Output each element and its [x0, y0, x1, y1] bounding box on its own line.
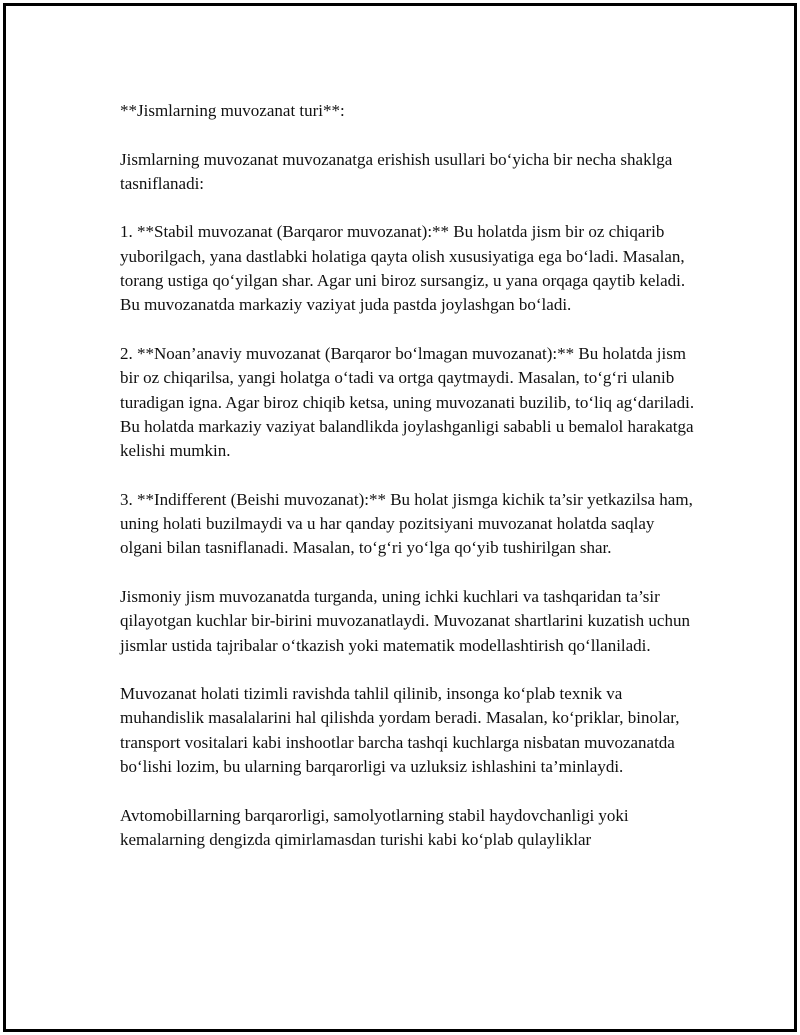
paragraph-analysis: Muvozanat holati tizimli ravishda tahlil qilinib, insonga ko‘plab texnik va muhandislik masalalarini hal qilishda yordam beradi. Masalan, ko‘priklar, binolar, transport vositalari kabi inshootlar barcha tashqi kuchlarga nisbatan muvozanatda bo‘lishi lozim, bu ularning barqarorligi va uzluksiz ishlashini ta’minlaydi. — [120, 684, 680, 777]
paragraph-indifferent: 3. **Indifferent (Beishi muvozanat):** Bu holat jismga kichik ta’sir yetkazilsa ham, uning holati buzilmaydi va u har qanday pozitsiyani muvozanat holatda saqlay olgani bilan tasniflanadi. Masalan, to‘g‘ri yo‘lga qo‘yib tushirilgan shar. — [120, 489, 693, 558]
paragraph-unstable: 2. **Noan’anaviy muvozanat (Barqaror bo‘lmagan muvozanat):** Bu holatda jism bir oz chiqarilsa, yangi holatga o‘tadi va ortga qaytmaydi. Masalan, to‘g‘ri ulanib turadigan igna. Agar biroz chiqib ketsa, uning muvozanati buzilib, to‘liq ag‘dariladi. Bu holatda markaziy vaziyat balandlikda joylashganligi sababli u bemalol harakatga kelishi mumkin. — [120, 343, 695, 461]
paragraph-stable: 1. **Stabil muvozanat (Barqaror muvozanat):** Bu holatda jism bir oz chiqarib yuborilgach, yana dastlabki holatiga qayta olish xususiyatiga ega bo‘ladi. Masalan, torang ustiga qo‘yilgan shar. Agar uni biroz sursangiz, u yana orqaga qaytib keladi. Bu muvozanatda markaziy vaziyat juda pastda joylashgan bo‘ladi. — [120, 222, 686, 315]
document-body — [120, 99, 700, 877]
document-heading: **Jismlarning muvozanat turi**: — [120, 101, 345, 120]
paragraph-intro: Jismlarning muvozanat muvozanatga erishish usullari bo‘yicha bir necha shaklga tasniflanadi: — [120, 149, 673, 193]
paragraph-vehicles: Avtomobillarning barqarorligi, samolyotlarning stabil haydovchanligi yoki kemalarning dengizda qimirlamasdan turishi kabi ko‘plab qulayliklar — [120, 805, 629, 849]
paragraph-forces: Jismoniy jism muvozanatda turganda, uning ichki kuchlari va tashqaridan ta’sir qilayotgan kuchlar bir-birini muvozanatlaydi. Muvozanat shartlarini kuzatish uchun jismlar ustida tajribalar o‘tkazish yoki matematik modellashtirish qo‘llaniladi. — [120, 586, 690, 655]
page-frame — [3, 3, 797, 1032]
